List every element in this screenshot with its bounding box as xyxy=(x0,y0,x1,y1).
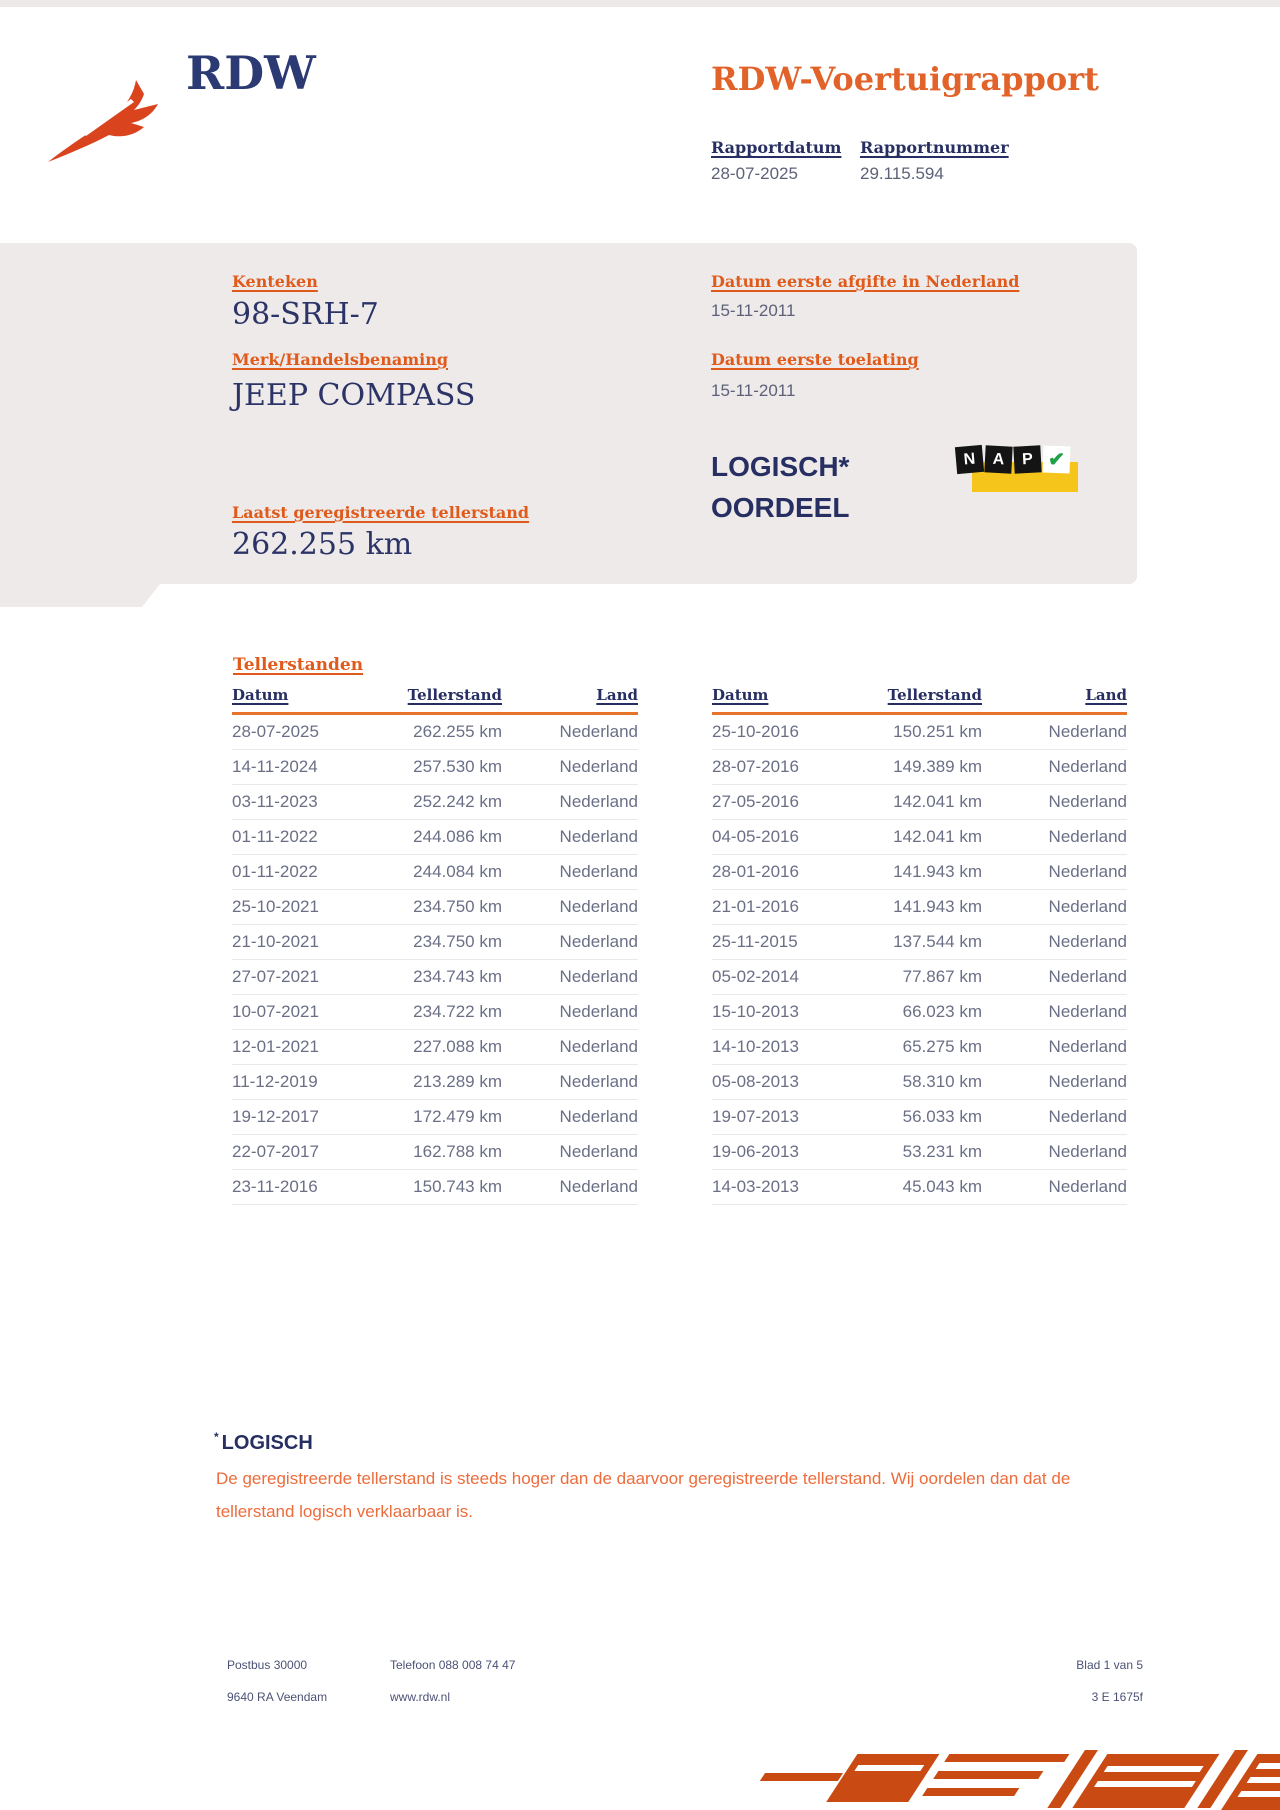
kenteken-value: 98-SRH-7 xyxy=(232,297,379,332)
note-title xyxy=(214,1430,313,1455)
footer-page-number: Blad 1 van 5 xyxy=(1076,1658,1143,1672)
table-header xyxy=(712,686,1127,715)
cell-datum: 27-07-2021 xyxy=(232,967,319,986)
table-row xyxy=(712,855,1127,890)
cell-land: Nederland xyxy=(1048,1072,1127,1091)
cell-datum: 01-11-2022 xyxy=(232,827,318,846)
cell-datum: 28-01-2016 xyxy=(712,862,799,881)
rapportdatum-label: Rapportdatum xyxy=(711,138,842,157)
column-header-tellerstand: Tellerstand xyxy=(887,686,982,704)
cell-land: Nederland xyxy=(1048,862,1127,881)
cell-datum: 05-02-2014 xyxy=(712,967,799,986)
cell-tellerstand: 234.750 km xyxy=(413,897,502,916)
table-row xyxy=(232,1170,638,1205)
footer-website: www.rdw.nl xyxy=(390,1690,451,1704)
table-row xyxy=(232,1065,638,1100)
cell-land: Nederland xyxy=(1048,792,1127,811)
toelating-label: Datum eerste toelating xyxy=(711,350,919,369)
kenteken-label: Kenteken xyxy=(232,272,318,291)
nap-letter-tiles xyxy=(956,446,1070,473)
cell-tellerstand: 53.231 km xyxy=(902,1142,982,1161)
tellerstand-value: 262.255 km xyxy=(232,527,413,562)
cell-land: Nederland xyxy=(1048,1142,1127,1161)
cell-land: Nederland xyxy=(1048,1177,1127,1196)
afgifte-label: Datum eerste afgifte in Nederland xyxy=(711,272,1020,291)
rdw-wordmark: RDW xyxy=(186,46,316,100)
cell-datum: 12-01-2021 xyxy=(232,1037,319,1056)
cell-land: Nederland xyxy=(559,722,638,741)
page-top-strip xyxy=(0,0,1280,7)
column-header-tellerstand: Tellerstand xyxy=(407,686,502,704)
table-row xyxy=(232,820,638,855)
document-title: RDW-Voertuigrapport xyxy=(711,60,1099,98)
cell-land: Nederland xyxy=(559,897,638,916)
footer-address-line2: 9640 RA Veendam xyxy=(227,1690,328,1704)
table-header xyxy=(232,686,638,715)
footer-phone: Telefoon 088 008 74 47 xyxy=(390,1658,516,1672)
cell-tellerstand: 150.251 km xyxy=(893,722,982,741)
cell-land: Nederland xyxy=(559,792,638,811)
tellerstand-label: Laatst geregistreerde tellerstand xyxy=(232,503,530,522)
vehicle-summary-panel-tab xyxy=(0,584,160,607)
cell-tellerstand: 257.530 km xyxy=(413,757,502,776)
table-body xyxy=(712,715,1127,1205)
cell-tellerstand: 227.088 km xyxy=(413,1037,502,1056)
nap-letter-n: N xyxy=(955,445,984,474)
cell-datum: 21-01-2016 xyxy=(712,897,799,916)
cell-tellerstand: 142.041 km xyxy=(893,792,982,811)
column-header-land: Land xyxy=(1085,686,1127,704)
cell-tellerstand: 252.242 km xyxy=(413,792,502,811)
cell-tellerstand: 213.289 km xyxy=(413,1072,502,1091)
cell-land: Nederland xyxy=(559,827,638,846)
cell-tellerstand: 66.023 km xyxy=(902,1002,982,1021)
cell-tellerstand: 137.544 km xyxy=(893,932,982,951)
toelating-value: 15-11-2011 xyxy=(711,381,796,400)
cell-datum: 25-10-2016 xyxy=(712,722,799,741)
table-row xyxy=(712,1170,1127,1205)
table-row xyxy=(712,785,1127,820)
cell-land: Nederland xyxy=(1048,967,1127,986)
cell-land: Nederland xyxy=(1048,1037,1127,1056)
table-row xyxy=(232,785,638,820)
tellerstanden-heading: Tellerstanden xyxy=(233,655,364,675)
table-row xyxy=(232,750,638,785)
cell-datum: 15-10-2013 xyxy=(712,1002,799,1021)
table-row xyxy=(232,925,638,960)
table-row xyxy=(232,1030,638,1065)
table-row xyxy=(232,890,638,925)
cell-datum: 01-11-2022 xyxy=(232,862,318,881)
column-header-datum: Datum xyxy=(232,686,289,704)
table-row xyxy=(712,1065,1127,1100)
rdw-feather-logo-icon xyxy=(46,74,171,164)
note-title-text: LOGISCH xyxy=(221,1432,313,1454)
table-row xyxy=(712,890,1127,925)
cell-land: Nederland xyxy=(1048,897,1127,916)
nap-letter-p: P xyxy=(1013,445,1041,473)
cell-land: Nederland xyxy=(559,757,638,776)
afgifte-value: 15-11-2011 xyxy=(711,301,796,320)
nap-letter-a: A xyxy=(984,445,1012,473)
table-row xyxy=(232,855,638,890)
cell-land: Nederland xyxy=(1048,722,1127,741)
cell-land: Nederland xyxy=(1048,1107,1127,1126)
column-header-land: Land xyxy=(596,686,638,704)
cell-datum: 27-05-2016 xyxy=(712,792,799,811)
vehicle-summary-panel xyxy=(0,243,1137,584)
column-header-datum: Datum xyxy=(712,686,769,704)
cell-tellerstand: 234.750 km xyxy=(413,932,502,951)
cell-land: Nederland xyxy=(1048,932,1127,951)
cell-land: Nederland xyxy=(559,1107,638,1126)
nap-logo xyxy=(956,446,1082,492)
cell-land: Nederland xyxy=(559,1072,638,1091)
cell-datum: 21-10-2021 xyxy=(232,932,319,951)
cell-land: Nederland xyxy=(559,967,638,986)
cell-tellerstand: 234.722 km xyxy=(413,1002,502,1021)
table-row xyxy=(712,750,1127,785)
table-row xyxy=(712,925,1127,960)
cell-datum: 25-10-2021 xyxy=(232,897,319,916)
cell-tellerstand: 172.479 km xyxy=(413,1107,502,1126)
table-row xyxy=(712,1135,1127,1170)
note-asterisk: * xyxy=(214,1430,219,1444)
oordeel-line2: OORDEEL xyxy=(711,491,850,523)
cell-datum: 19-07-2013 xyxy=(712,1107,799,1126)
note-text: De geregistreerde tellerstand is steeds hoger dan de daarvoor geregistreerde tellerstand. Wij oordelen dan dat de tellerstand logisch verklaarbaar is. xyxy=(216,1469,1071,1521)
cell-tellerstand: 234.743 km xyxy=(413,967,502,986)
cell-tellerstand: 56.033 km xyxy=(902,1107,982,1126)
table-row xyxy=(712,1030,1127,1065)
table-row xyxy=(232,960,638,995)
cell-tellerstand: 149.389 km xyxy=(893,757,982,776)
cell-tellerstand: 65.275 km xyxy=(902,1037,982,1056)
cell-land: Nederland xyxy=(559,1142,638,1161)
cell-tellerstand: 244.084 km xyxy=(413,862,502,881)
footer-form-code: 3 E 1675f xyxy=(1091,1690,1143,1704)
cell-tellerstand: 244.086 km xyxy=(413,827,502,846)
cell-land: Nederland xyxy=(559,1002,638,1021)
cell-datum: 28-07-2016 xyxy=(712,757,799,776)
cell-datum: 14-11-2024 xyxy=(232,757,318,776)
table-row xyxy=(232,1135,638,1170)
cell-datum: 11-12-2019 xyxy=(232,1072,318,1091)
cell-datum: 19-12-2017 xyxy=(232,1107,319,1126)
cell-datum: 14-10-2013 xyxy=(712,1037,799,1056)
cell-tellerstand: 150.743 km xyxy=(413,1177,502,1196)
cell-datum: 14-03-2013 xyxy=(712,1177,799,1196)
cell-tellerstand: 77.867 km xyxy=(902,967,982,986)
cell-tellerstand: 142.041 km xyxy=(893,827,982,846)
oordeel-text xyxy=(711,447,849,528)
cell-datum: 03-11-2023 xyxy=(232,792,318,811)
cell-land: Nederland xyxy=(1048,1002,1127,1021)
cell-datum: 10-07-2021 xyxy=(232,1002,319,1021)
cell-land: Nederland xyxy=(559,932,638,951)
cell-land: Nederland xyxy=(559,862,638,881)
table-row xyxy=(712,995,1127,1030)
cell-datum: 23-11-2016 xyxy=(232,1177,318,1196)
cell-land: Nederland xyxy=(1048,827,1127,846)
cell-datum: 19-06-2013 xyxy=(712,1142,799,1161)
table-row xyxy=(712,1100,1127,1135)
cell-land: Nederland xyxy=(559,1037,638,1056)
cell-datum: 04-05-2016 xyxy=(712,827,799,846)
merk-value: JEEP COMPASS xyxy=(232,378,476,413)
footer-address-line1: Postbus 30000 xyxy=(227,1658,308,1672)
rapportdatum-value: 28-07-2025 xyxy=(711,164,798,183)
merk-label: Merk/Handelsbenaming xyxy=(232,350,449,369)
cell-tellerstand: 58.310 km xyxy=(902,1072,982,1091)
rapportnummer-value: 29.115.594 xyxy=(860,164,944,183)
table-row xyxy=(712,820,1127,855)
table-body xyxy=(232,715,638,1205)
table-row xyxy=(712,715,1127,750)
cell-datum: 22-07-2017 xyxy=(232,1142,319,1161)
tellerstanden-table-right xyxy=(712,686,1127,1205)
cell-land: Nederland xyxy=(559,1177,638,1196)
table-row xyxy=(232,715,638,750)
tellerstanden-table-left xyxy=(232,686,638,1205)
cell-land: Nederland xyxy=(1048,757,1127,776)
table-row xyxy=(232,1100,638,1135)
table-row xyxy=(712,960,1127,995)
cell-tellerstand: 262.255 km xyxy=(413,722,502,741)
oordeel-line1: LOGISCH* xyxy=(711,451,850,482)
rapportnummer-label: Rapportnummer xyxy=(860,138,1009,157)
cell-tellerstand: 162.788 km xyxy=(413,1142,502,1161)
cell-tellerstand: 141.943 km xyxy=(893,862,982,881)
cell-datum: 05-08-2013 xyxy=(712,1072,799,1091)
table-row xyxy=(232,995,638,1030)
cell-tellerstand: 141.943 km xyxy=(893,897,982,916)
cell-datum: 28-07-2025 xyxy=(232,722,319,741)
nap-check-icon: ✔ xyxy=(1043,446,1071,474)
footer-decoration-stripes xyxy=(690,1750,1280,1810)
cell-tellerstand: 45.043 km xyxy=(902,1177,982,1196)
cell-datum: 25-11-2015 xyxy=(712,932,798,951)
